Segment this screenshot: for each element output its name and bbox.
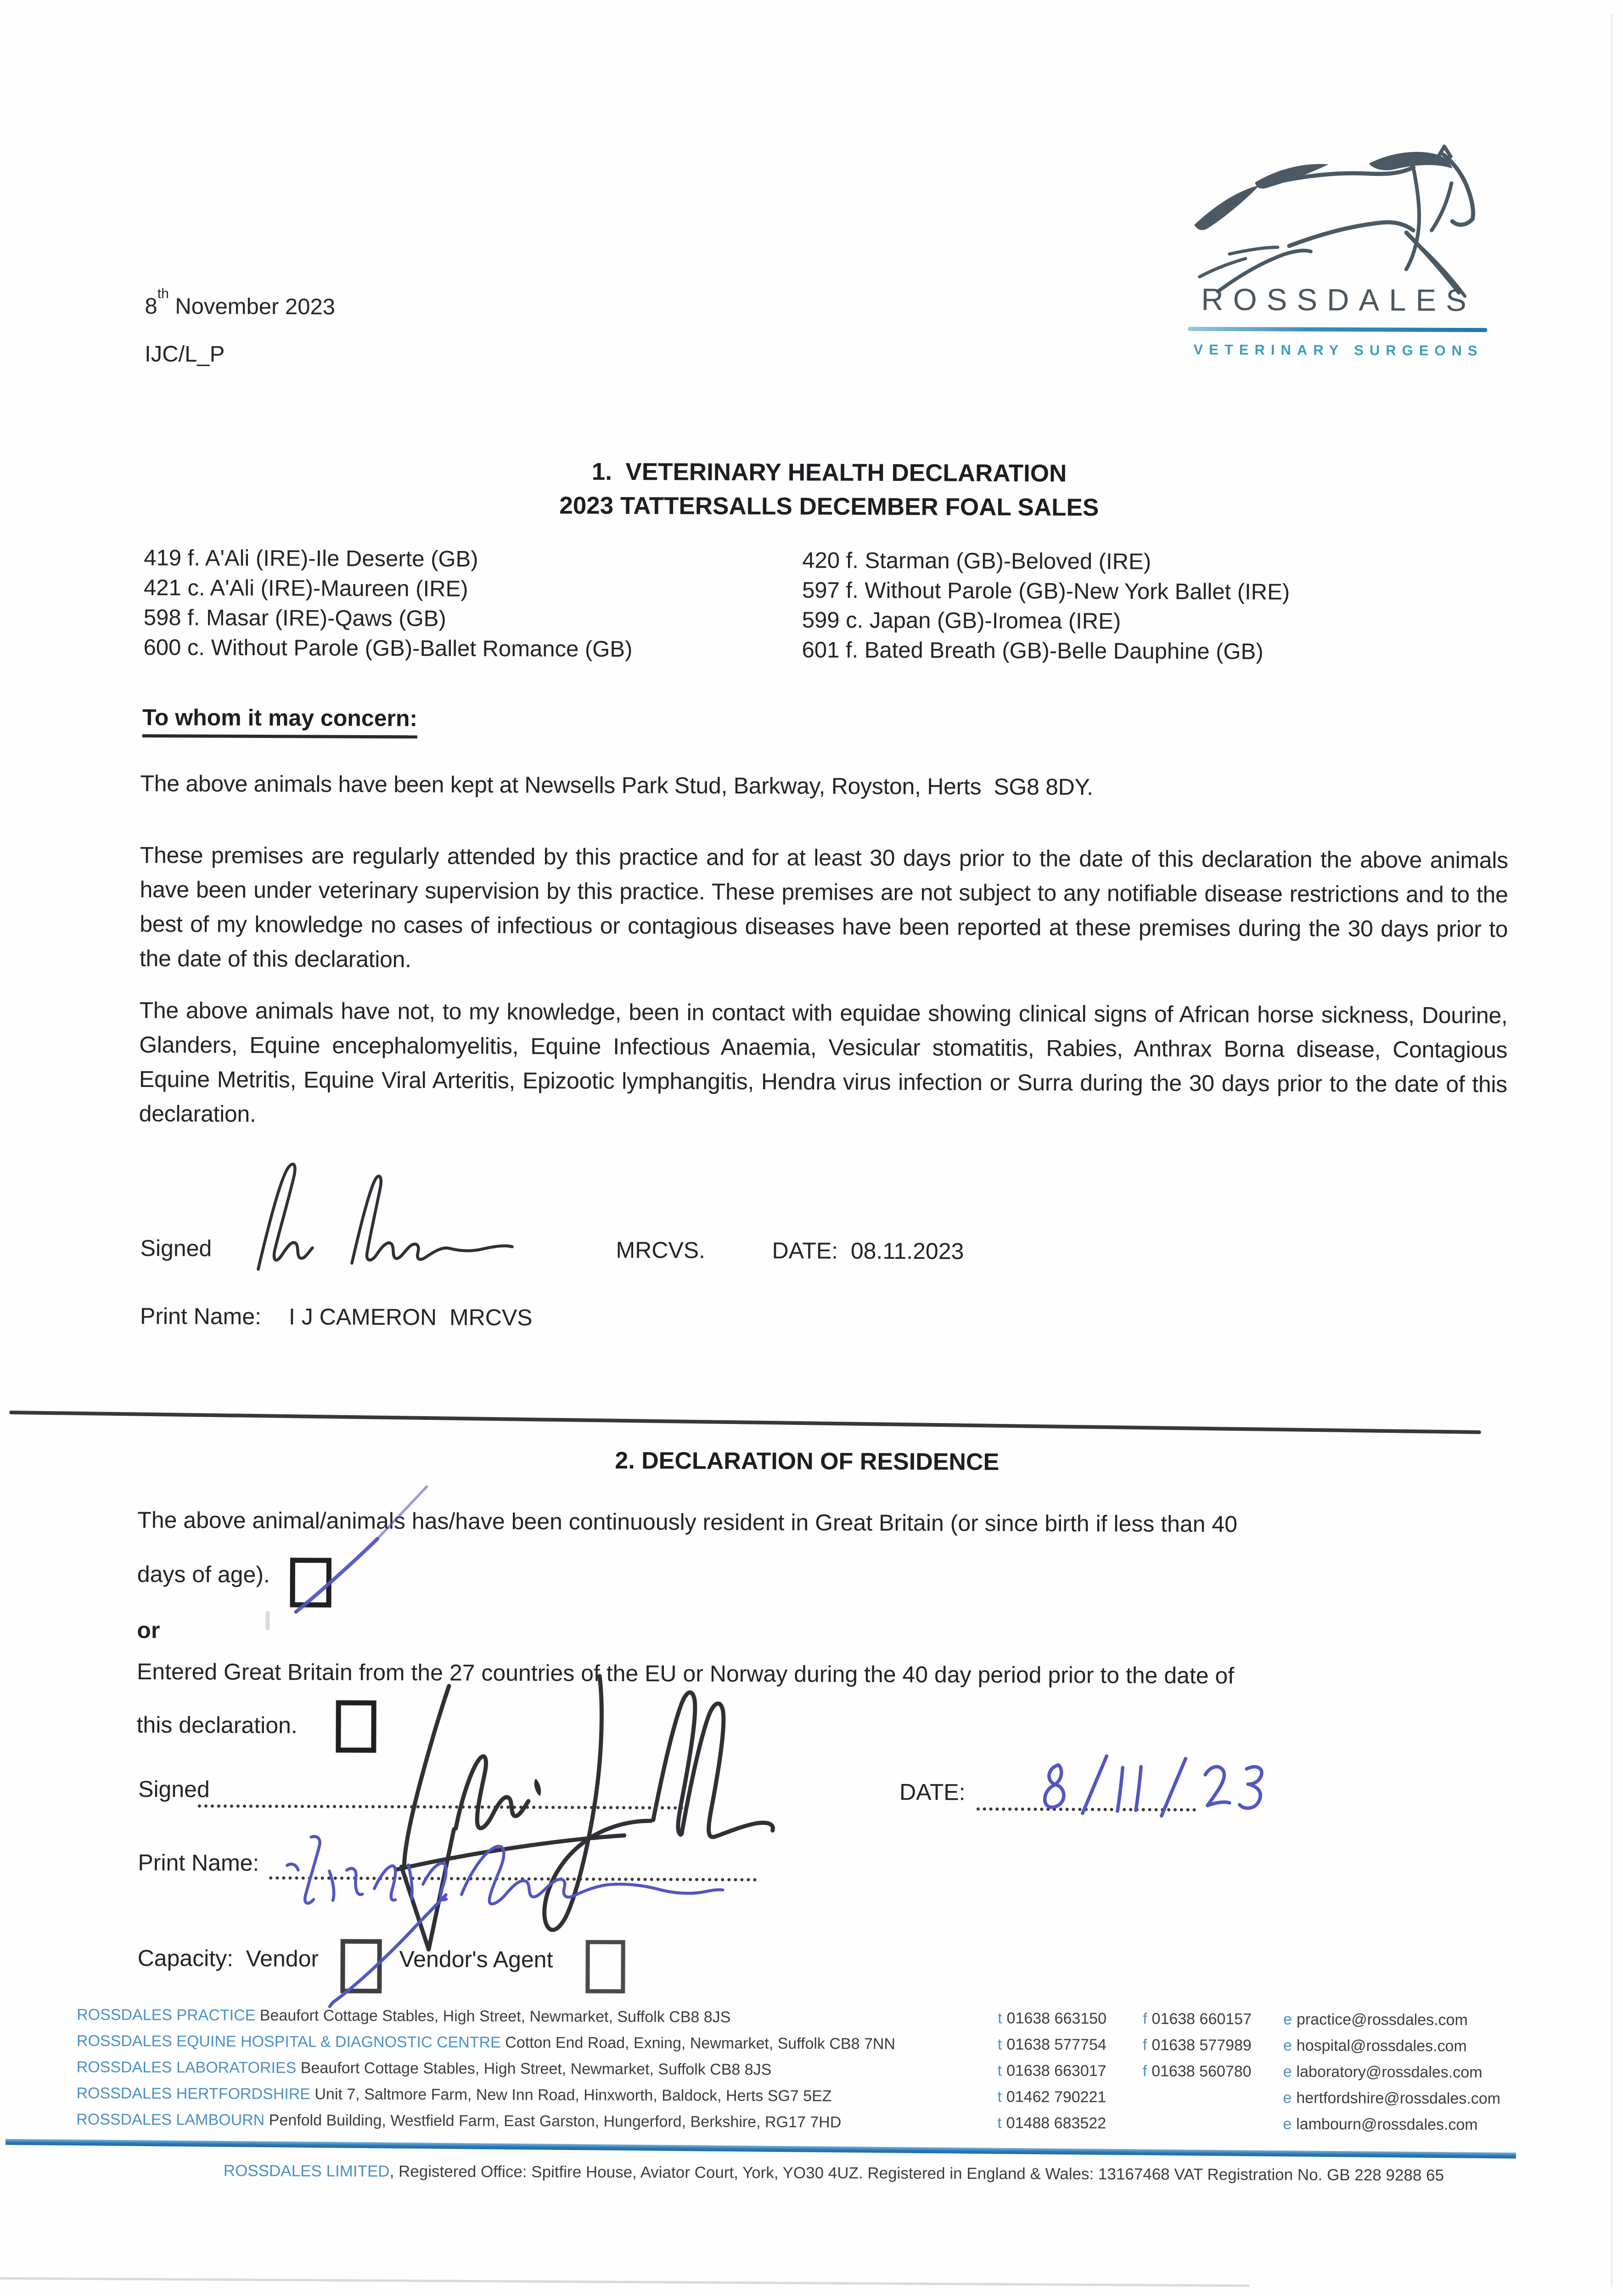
paragraph-supervision: These premises are regularly attended by this practice and for at least 30 days prior to the date of this declaration the above animals have been under veterinary supervision by this practice. These premises are not subject to any notifiable disease restrictions and to the best of my knowledge no cases of infectious or contagious diseases have been reported at these premises during the 30 days prior to the date of this declaration.	[139, 842, 1508, 973]
tel-prefix-icon: t	[997, 2036, 1002, 2054]
registered-company-name: ROSSDALES LIMITED	[223, 2161, 390, 2181]
horse-entry: 598 f. Masar (IRE)-Qaws (GB)	[143, 605, 446, 631]
tel-prefix-icon: t	[997, 2088, 1002, 2106]
date-value-1: 08.11.2023	[850, 1238, 964, 1264]
section-divider-line	[9, 1411, 1481, 1434]
tel-prefix-icon: t	[998, 2009, 1002, 2027]
vendor-agent-label: Vendor's Agent	[399, 1946, 553, 1973]
print-name-value-1: I J CAMERON MRCVS	[288, 1304, 533, 1331]
office-name: ROSSDALES EQUINE HOSPITAL & DIAGNOSTIC CENTRE Cotton End Road, Exning, Newmarket, Suffolk CB8 7NN	[76, 2032, 896, 2053]
letter-date-rest: November 2023	[168, 294, 336, 320]
date-label-2: DATE:	[899, 1779, 966, 1805]
office-tel: t 01638 577754	[997, 2036, 1106, 2054]
residence-option2-line1: Entered Great Britain from the 27 countries of the EU or Norway during the 40 day period prior to the date of	[136, 1658, 1235, 1689]
section2-title: 2. DECLARATION OF RESIDENCE	[615, 1447, 1000, 1476]
letter-date-day: 8	[145, 293, 157, 319]
horse-entry: 601 f. Bated Breath (GB)-Belle Dauphine (GB)	[802, 637, 1264, 664]
horse-entry: 421 c. A'Ali (IRE)-Maureen (IRE)	[143, 575, 468, 602]
fax-prefix-icon: f	[1142, 2062, 1147, 2080]
footer-office-row	[0, 2032, 1615, 2061]
residence-option1-line2: days of age).	[137, 1561, 270, 1588]
registered-company-details: , Registered Office: Spitfire House, Aviator Court, York, YO30 4UZ. Registered in England & Wales: 13167468 VAT Registration No. GB 228 9288 65	[389, 2162, 1444, 2184]
scan-speck	[265, 1611, 270, 1630]
email-prefix-icon: e	[1283, 2010, 1292, 2028]
office-tel: t 01638 663150	[998, 2009, 1107, 2028]
registered-office-line	[224, 2162, 1444, 2185]
section1-title-line2: 2023 TATTERSALLS DECEMBER FOAL SALES	[559, 492, 1099, 521]
letter-reference: IJC/L_P	[144, 341, 225, 367]
letter-date-suffix: th	[157, 286, 169, 302]
or-label: or	[137, 1617, 160, 1643]
horse-entry: 599 c. Japan (GB)-Iromea (IRE)	[802, 608, 1121, 634]
print-name-label-2: Print Name:	[138, 1849, 259, 1876]
option1-tick-mark	[278, 1475, 439, 1618]
capacity-label: Capacity:	[137, 1945, 234, 1971]
paragraph-diseases: The above animals have not, to my knowledge, been in contact with equidae showing clinical signs of African horse sickness, Dourine, Glanders, Equine encephalomyelitis, Equine Infectious Anaemia, Vesicular stomatitis, Rabies, Anthrax Borna disease, Contagious Equine Metritis, Equine Viral Arteritis, Epizootic lymphangitis, Hendra virus infection or Surra during the 30 days prior to the date of this declaration.	[139, 997, 1508, 1127]
residence-option2-line2: this declaration.	[136, 1711, 298, 1739]
office-name: ROSSDALES HERTFORDSHIRE Unit 7, Saltmore Farm, New Inn Road, Hinxworth, Baldock, Herts SG7 5EZ	[76, 2084, 832, 2105]
signed-dotted-line	[198, 1775, 684, 1809]
office-address: Cotton End Road, Exning, Newmarket, Suffolk CB8 7NN	[505, 2034, 896, 2053]
qualification-label: MRCVS.	[616, 1237, 706, 1263]
footer-office-row	[0, 2084, 1615, 2114]
horse-entry: 597 f. Without Parole (GB)-New York Ballet (IRE)	[802, 578, 1290, 605]
office-address: Unit 7, Saltmore Farm, New Inn Road, Hinxworth, Baldock, Herts SG7 5EZ	[314, 2085, 832, 2105]
scan-bottom-artifact	[0, 2277, 1249, 2287]
footer-office-row	[0, 2058, 1615, 2088]
vet-signature-ink	[231, 1149, 553, 1283]
handwritten-date-ink	[1014, 1730, 1290, 1860]
office-email: e laboratory@rossdales.com	[1283, 2063, 1483, 2082]
paragraph-premises: The above animals have been kept at Newsells Park Stud, Barkway, Royston, Herts SG8 8DY.	[140, 770, 1093, 800]
office-fax: f 01638 660157	[1143, 2010, 1252, 2028]
logo-divider-line	[1188, 327, 1487, 332]
vendor-label: Vendor	[246, 1945, 319, 1972]
office-email: e hertfordshire@rossdales.com	[1283, 2089, 1501, 2108]
office-tel: t 01462 790221	[997, 2088, 1106, 2106]
vendor-agent-checkbox	[585, 1940, 625, 1993]
scan-edge-line	[1611, 14, 1612, 2287]
fax-prefix-icon: f	[1142, 2036, 1147, 2054]
horse-entry: 419 f. A'Ali (IRE)-Ile Deserte (GB)	[144, 545, 478, 572]
office-address: Penfold Building, Westfield Farm, East Garston, Hungerford, Berkshire, RG17 7HD	[269, 2111, 842, 2131]
email-prefix-icon: e	[1283, 2089, 1292, 2107]
office-email: e practice@rossdales.com	[1283, 2010, 1468, 2029]
logo-brand-text: ROSSDALES	[1201, 282, 1476, 318]
letter-date	[145, 286, 335, 320]
fax-prefix-icon: f	[1143, 2010, 1147, 2028]
office-fax: f 01638 560780	[1142, 2062, 1252, 2081]
footer-office-row	[0, 2110, 1615, 2140]
office-address: Beaufort Cottage Stables, High Street, Newmarket, Suffolk CB8 8JS	[259, 2006, 731, 2026]
office-address: Beaufort Cottage Stables, High Street, Newmarket, Suffolk CB8 8JS	[300, 2059, 772, 2079]
office-email: e lambourn@rossdales.com	[1283, 2115, 1478, 2134]
date-line-1	[772, 1237, 964, 1265]
section1-title-line1: 1. VETERINARY HEALTH DECLARATION	[591, 458, 1067, 487]
signed-label-2: Signed	[138, 1776, 210, 1802]
rossdales-horse-logo-icon	[1186, 140, 1492, 302]
signed-label-1: Signed	[140, 1235, 212, 1261]
email-prefix-icon: e	[1283, 2037, 1292, 2054]
email-prefix-icon: e	[1283, 2115, 1292, 2133]
office-name: ROSSDALES LAMBOURN Penfold Building, Westfield Farm, East Garston, Hungerford, Berkshire, RG17 7HD	[76, 2110, 842, 2131]
logo-tagline-text: VETERINARY SURGEONS	[1193, 341, 1483, 359]
office-fax: f 01638 577989	[1142, 2036, 1252, 2054]
office-tel: t 01488 683522	[997, 2114, 1106, 2133]
horse-entry: 600 c. Without Parole (GB)-Ballet Romance (GB)	[143, 635, 633, 662]
email-prefix-icon: e	[1283, 2063, 1292, 2081]
horse-entry: 420 f. Starman (GB)-Beloved (IRE)	[802, 548, 1151, 574]
print-name-label-1: Print Name:	[140, 1303, 262, 1329]
residence-option1-line1: The above animal/animals has/have been continuously resident in Great Britain (or since birth if less than 40	[137, 1507, 1238, 1537]
footer-office-row	[0, 2006, 1615, 2035]
office-tel: t 01638 663017	[997, 2062, 1106, 2080]
office-name: ROSSDALES LABORATORIES Beaufort Cottage Stables, High Street, Newmarket, Suffolk CB8 8JS	[76, 2058, 772, 2079]
tel-prefix-icon: t	[997, 2062, 1002, 2080]
tel-prefix-icon: t	[997, 2114, 1002, 2132]
office-name: ROSSDALES PRACTICE Beaufort Cottage Stables, High Street, Newmarket, Suffolk CB8 8JS	[77, 2006, 731, 2026]
date-label-1: DATE:	[772, 1238, 838, 1264]
office-email: e hospital@rossdales.com	[1283, 2037, 1467, 2055]
salutation: To whom it may concern:	[142, 704, 417, 738]
footer-blue-rule	[6, 2139, 1516, 2159]
